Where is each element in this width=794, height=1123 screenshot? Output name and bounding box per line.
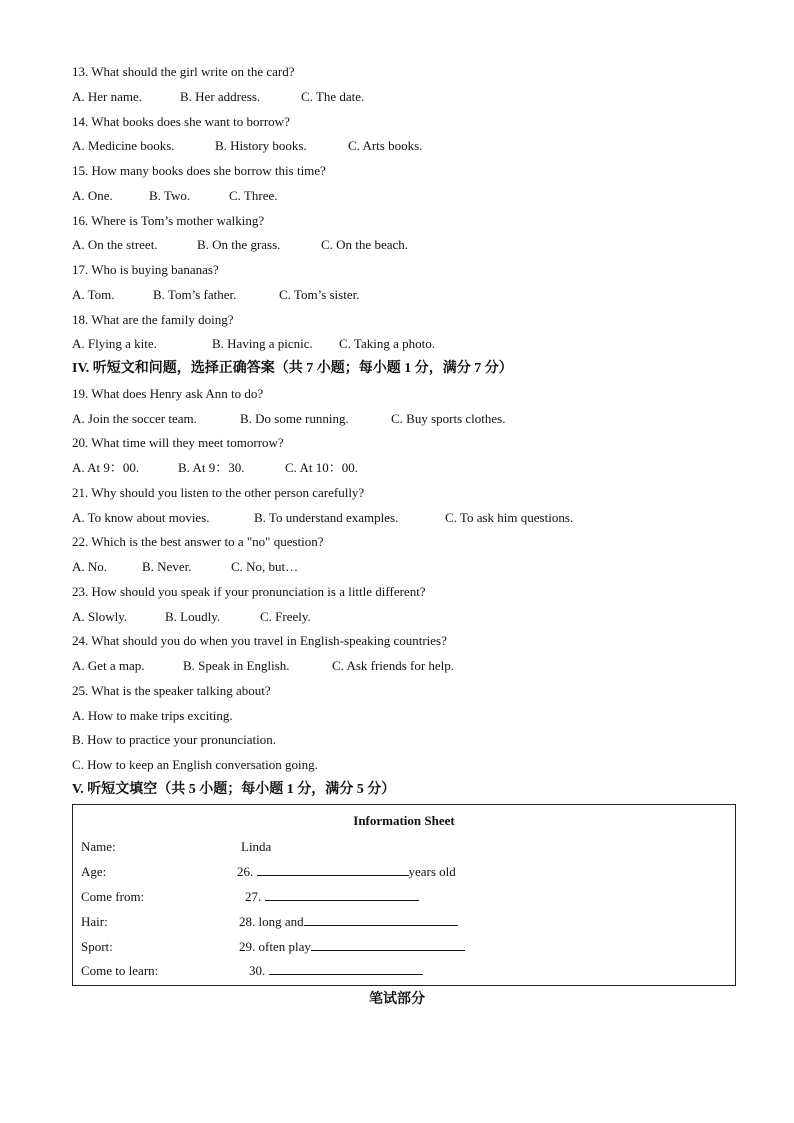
option-b: B. History books. <box>215 138 307 154</box>
option-a: A. To know about movies. <box>72 509 210 525</box>
option-c: C. Three. <box>229 187 278 203</box>
question-17: 17. Who is buying bananas? <box>72 262 219 277</box>
option-a: A. Get a map. <box>72 658 145 673</box>
answer-blank-26[interactable] <box>257 862 409 876</box>
option-a: A. One. <box>72 187 113 203</box>
option-b: B. Loudly. <box>165 608 221 624</box>
options-23 <box>72 605 740 630</box>
option-a: A. On the street. <box>72 237 158 253</box>
section-iv-heading: IV. 听短文和问题，选择正确答案（共 7 小题；每小题 1 分，满分 7 分） <box>72 361 513 376</box>
option-b: B. Speak in English. <box>183 658 290 673</box>
option-a: A. Slowly. <box>72 608 128 624</box>
hair-label: Hair: <box>81 913 108 929</box>
question-19: 19. What does Henry ask Ann to do? <box>72 385 264 401</box>
option-b: B. Her address. <box>180 88 261 104</box>
options-17 <box>72 283 740 308</box>
question-23: 23. How should you speak if your pronunciation is a little different? <box>72 583 426 599</box>
answer-blank-30[interactable] <box>269 961 423 975</box>
question-15: 15. How many books does she borrow this time? <box>72 163 326 178</box>
name-label: Name: <box>81 838 116 854</box>
option-a: A. Tom. <box>72 286 115 302</box>
options-14 <box>72 134 740 159</box>
option-b: B. At 9：30. <box>178 460 245 475</box>
blank-number-30: 30. <box>249 962 266 978</box>
name-value: Linda <box>241 838 272 854</box>
blank-number-27: 27. <box>245 888 262 904</box>
sheet-title: Information Sheet <box>353 812 455 828</box>
option-c: C. Ask friends for help. <box>332 658 455 673</box>
answer-blank-28[interactable] <box>304 912 458 926</box>
option-b: B. Never. <box>142 559 192 574</box>
question-18: 18. What are the family doing? <box>72 311 234 327</box>
option-b: B. Two. <box>149 187 191 203</box>
option-a: A. Medicine books. <box>72 138 175 154</box>
question-25: 25. What is the speaker talking about? <box>72 682 271 698</box>
option-c: C. No, but… <box>231 559 299 574</box>
question-21: 21. Why should you listen to the other person carefully? <box>72 484 365 500</box>
option-a: A. Join the soccer team. <box>72 410 197 426</box>
question-14: 14. What books does she want to borrow? <box>72 113 290 129</box>
learn-label: Come to learn: <box>81 962 159 978</box>
option-a: A. Flying a kite. <box>72 336 157 352</box>
question-16: 16. Where is Tom’s mother walking? <box>72 212 265 228</box>
option-b: B. To understand examples. <box>254 509 399 525</box>
option-b: B. Tom’s father. <box>153 286 237 302</box>
option-c: C. The date. <box>301 88 365 104</box>
options-24 <box>72 654 740 679</box>
option-c: C. At 10：00. <box>285 460 358 475</box>
answer-blank-27[interactable] <box>265 887 419 901</box>
option-c: C. How to keep an English conversation going. <box>72 757 318 772</box>
options-21 <box>72 506 740 531</box>
options-13 <box>72 85 740 110</box>
question-24: 24. What should you do when you travel in English-speaking countries? <box>72 633 447 649</box>
options-15 <box>72 184 740 209</box>
information-sheet <box>72 804 736 986</box>
option-c: C. On the beach. <box>321 237 409 253</box>
blank-number-29: 29. often play <box>239 938 311 954</box>
options-16 <box>72 233 740 258</box>
question-20: 20. What time will they meet tomorrow? <box>72 435 284 451</box>
from-label: Come from: <box>81 888 145 904</box>
option-b: B. How to practice your pronunciation. <box>72 732 276 748</box>
option-c: C. Taking a photo. <box>339 336 435 352</box>
option-b: B. On the grass. <box>197 237 281 253</box>
option-c: C. Tom’s sister. <box>279 286 360 302</box>
option-b: B. Do some running. <box>240 410 349 426</box>
option-c: C. Freely. <box>260 608 311 624</box>
question-list <box>72 60 740 986</box>
written-part-heading: 笔试部分 <box>369 992 425 1007</box>
age-label: Age: <box>81 863 107 879</box>
options-20 <box>72 456 740 481</box>
option-c: C. Arts books. <box>348 138 423 154</box>
section-v-heading: V. 听短文填空（共 5 小题；每小题 1 分，满分 5 分） <box>72 781 396 797</box>
age-suffix: years old <box>408 863 456 879</box>
option-b: B. Having a picnic. <box>212 336 313 352</box>
options-22 <box>72 555 740 580</box>
blank-number-26: 26. <box>237 863 254 879</box>
option-c: C. Buy sports clothes. <box>391 410 506 426</box>
option-a: A. Her name. <box>72 88 143 104</box>
sport-label: Sport: <box>81 938 113 954</box>
option-a: A. No. <box>72 559 108 574</box>
blank-number-28: 28. long and <box>239 913 304 929</box>
answer-blank-29[interactable] <box>311 937 465 951</box>
options-19 <box>72 407 740 432</box>
options-18 <box>72 332 740 357</box>
option-a: A. At 9：00. <box>72 460 140 475</box>
option-a: A. How to make trips exciting. <box>72 707 233 723</box>
question-13: 13. What should the girl write on the card? <box>72 64 295 79</box>
option-c: C. To ask him questions. <box>445 509 574 525</box>
question-22: 22. Which is the best answer to a "no" question? <box>72 534 324 550</box>
